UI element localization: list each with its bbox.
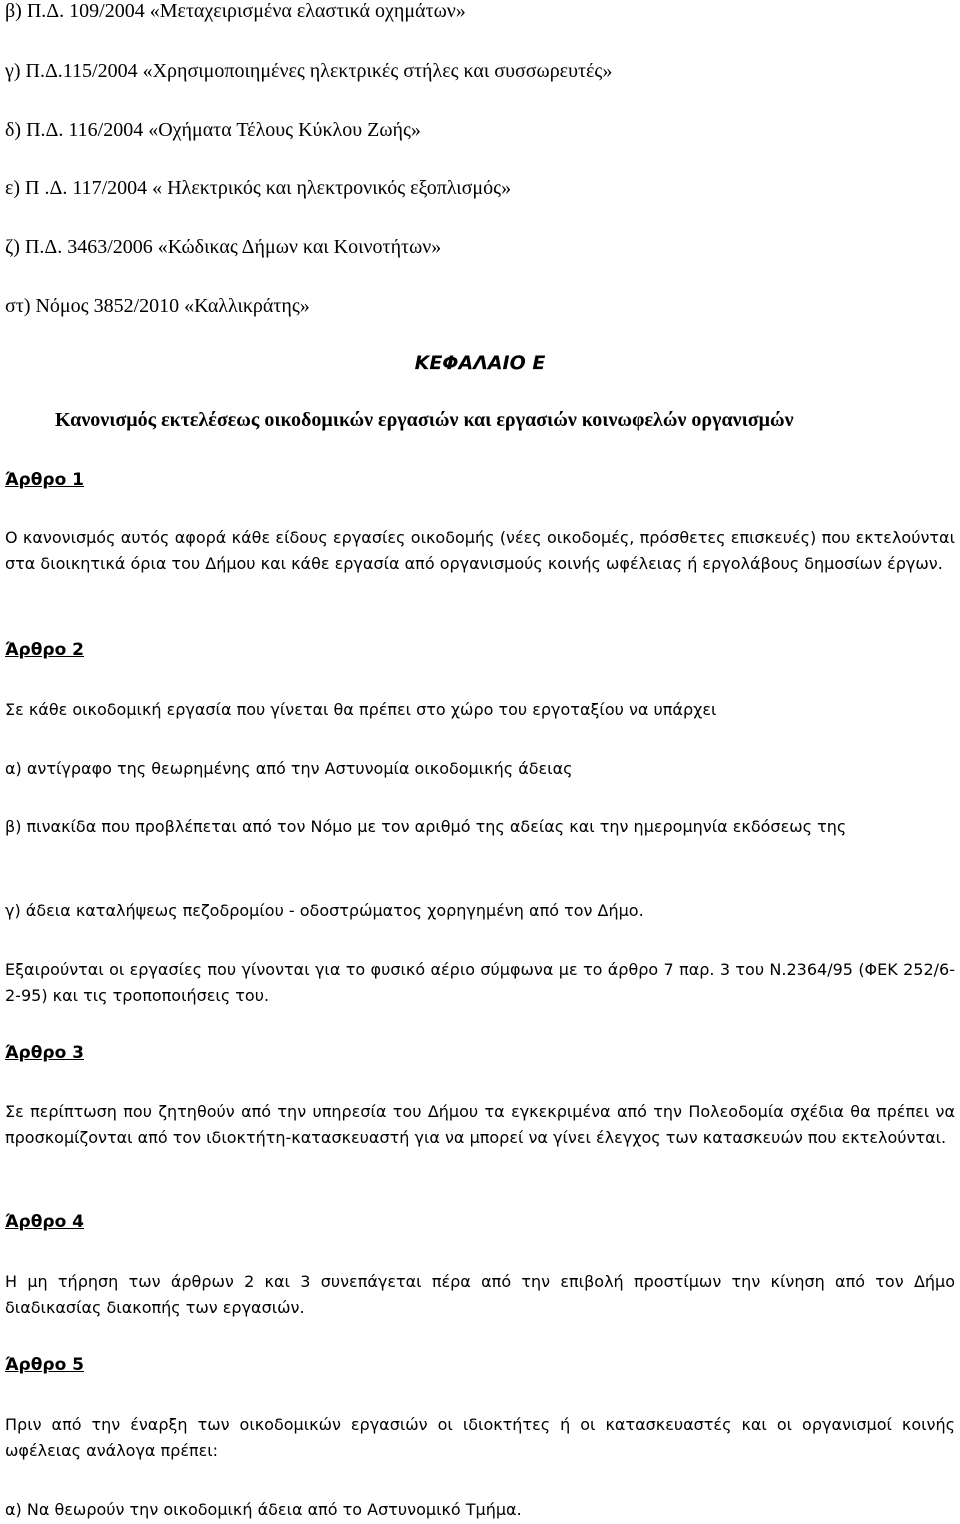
article-2-exception: Εξαιρούνται οι εργασίες που γίνονται για το φυσικό αέριο σύμφωνα με το άρθρο 7 παρ. 3 του Ν.2364/95 (ΦΕΚ 252/6-2-95) και τις τροποποιήσεις του. xyxy=(5,960,955,1005)
article-2-item-b: β) πινακίδα που προβλέπεται από τον Νόμο με τον αριθμό της αδείας και την ημερομηνία εκδόσεως της xyxy=(5,817,847,836)
list-item-z: ζ) Π.Δ. 3463/2006 «Κώδικας Δήμων και Κοινοτήτων» xyxy=(5,236,442,258)
list-item-d: δ) Π.Δ. 116/2004 «Οχήματα Τέλους Κύκλου Ζωής» xyxy=(5,119,421,141)
article-5-heading: Άρθρο 5 xyxy=(5,1355,84,1375)
chapter-title: ΚΕΦΑΛΑΙΟ Ε xyxy=(414,352,546,374)
article-2-item-c: γ) άδεια καταλήψεως πεζοδρομίου - οδοστρώματος χορηγημένη από τον Δήμο. xyxy=(5,901,644,920)
article-3-text: Σε περίπτωση που ζητηθούν από την υπηρεσία του Δήμου τα εγκεκριμένα από την Πολεοδομία σχέδια θα πρέπει να προσκομίζονται από τον ιδιοκτήτη-κατασκευαστή για να μπορεί να γίνει έλεγχος των κατασκευών που εκτελούνται. xyxy=(5,1102,955,1147)
article-1-heading: Άρθρο 1 xyxy=(5,470,84,490)
article-5-text: Πριν από την έναρξη των οικοδομικών εργασιών οι ιδιοκτήτες ή οι κατασκευαστές και οι οργανισμοί κοινής ωφέλειας ανάλογα πρέπει: xyxy=(5,1415,955,1460)
list-item-c: γ) Π.Δ.115/2004 «Χρησιμοποιημένες ηλεκτρικές στήλες και συσσωρευτές» xyxy=(5,60,613,82)
article-4-text: Η μη τήρηση των άρθρων 2 και 3 συνεπάγεται πέρα από την επιβολή προστίμων την κίνηση από τον Δήμο διαδικασίας διακοπής των εργασιών. xyxy=(5,1272,955,1317)
list-item-e: ε) Π .Δ. 117/2004 « Ηλεκτρικός και ηλεκτρονικός εξοπλισμός» xyxy=(5,177,512,199)
list-item-st: στ) Νόμος 3852/2010 «Καλλικράτης» xyxy=(5,295,310,317)
article-1-text: Ο κανονισμός αυτός αφορά κάθε είδους εργασίες οικοδομής (νέες οικοδομές, πρόσθετες επισκευές) που εκτελούνται στα διοικητικά όρια του Δήμου και κάθε εργασία από οργανισμούς κοινής ωφέλειας ή εργολάβους δημοσίων έργων. xyxy=(5,528,955,573)
article-5-item-a: α) Να θεωρούν την οικοδομική άδεια από το Αστυνομικό Τμήμα. xyxy=(5,1500,522,1519)
article-2-intro: Σε κάθε οικοδομική εργασία που γίνεται θα πρέπει στο χώρο του εργοταξίου να υπάρχει xyxy=(5,700,717,719)
article-3-heading: Άρθρο 3 xyxy=(5,1043,84,1063)
article-2-heading: Άρθρο 2 xyxy=(5,640,84,660)
article-2-item-a: α) αντίγραφο της θεωρημένης από την Αστυνομία οικοδομικής άδειας xyxy=(5,759,573,778)
chapter-subtitle: Κανονισμός εκτελέσεως οικοδομικών εργασιών και εργασιών κοινωφελών οργανισμών xyxy=(55,409,794,431)
article-4-heading: Άρθρο 4 xyxy=(5,1212,84,1232)
list-item-b: β) Π.Δ. 109/2004 «Μεταχειρισμένα ελαστικά οχημάτων» xyxy=(5,0,466,22)
